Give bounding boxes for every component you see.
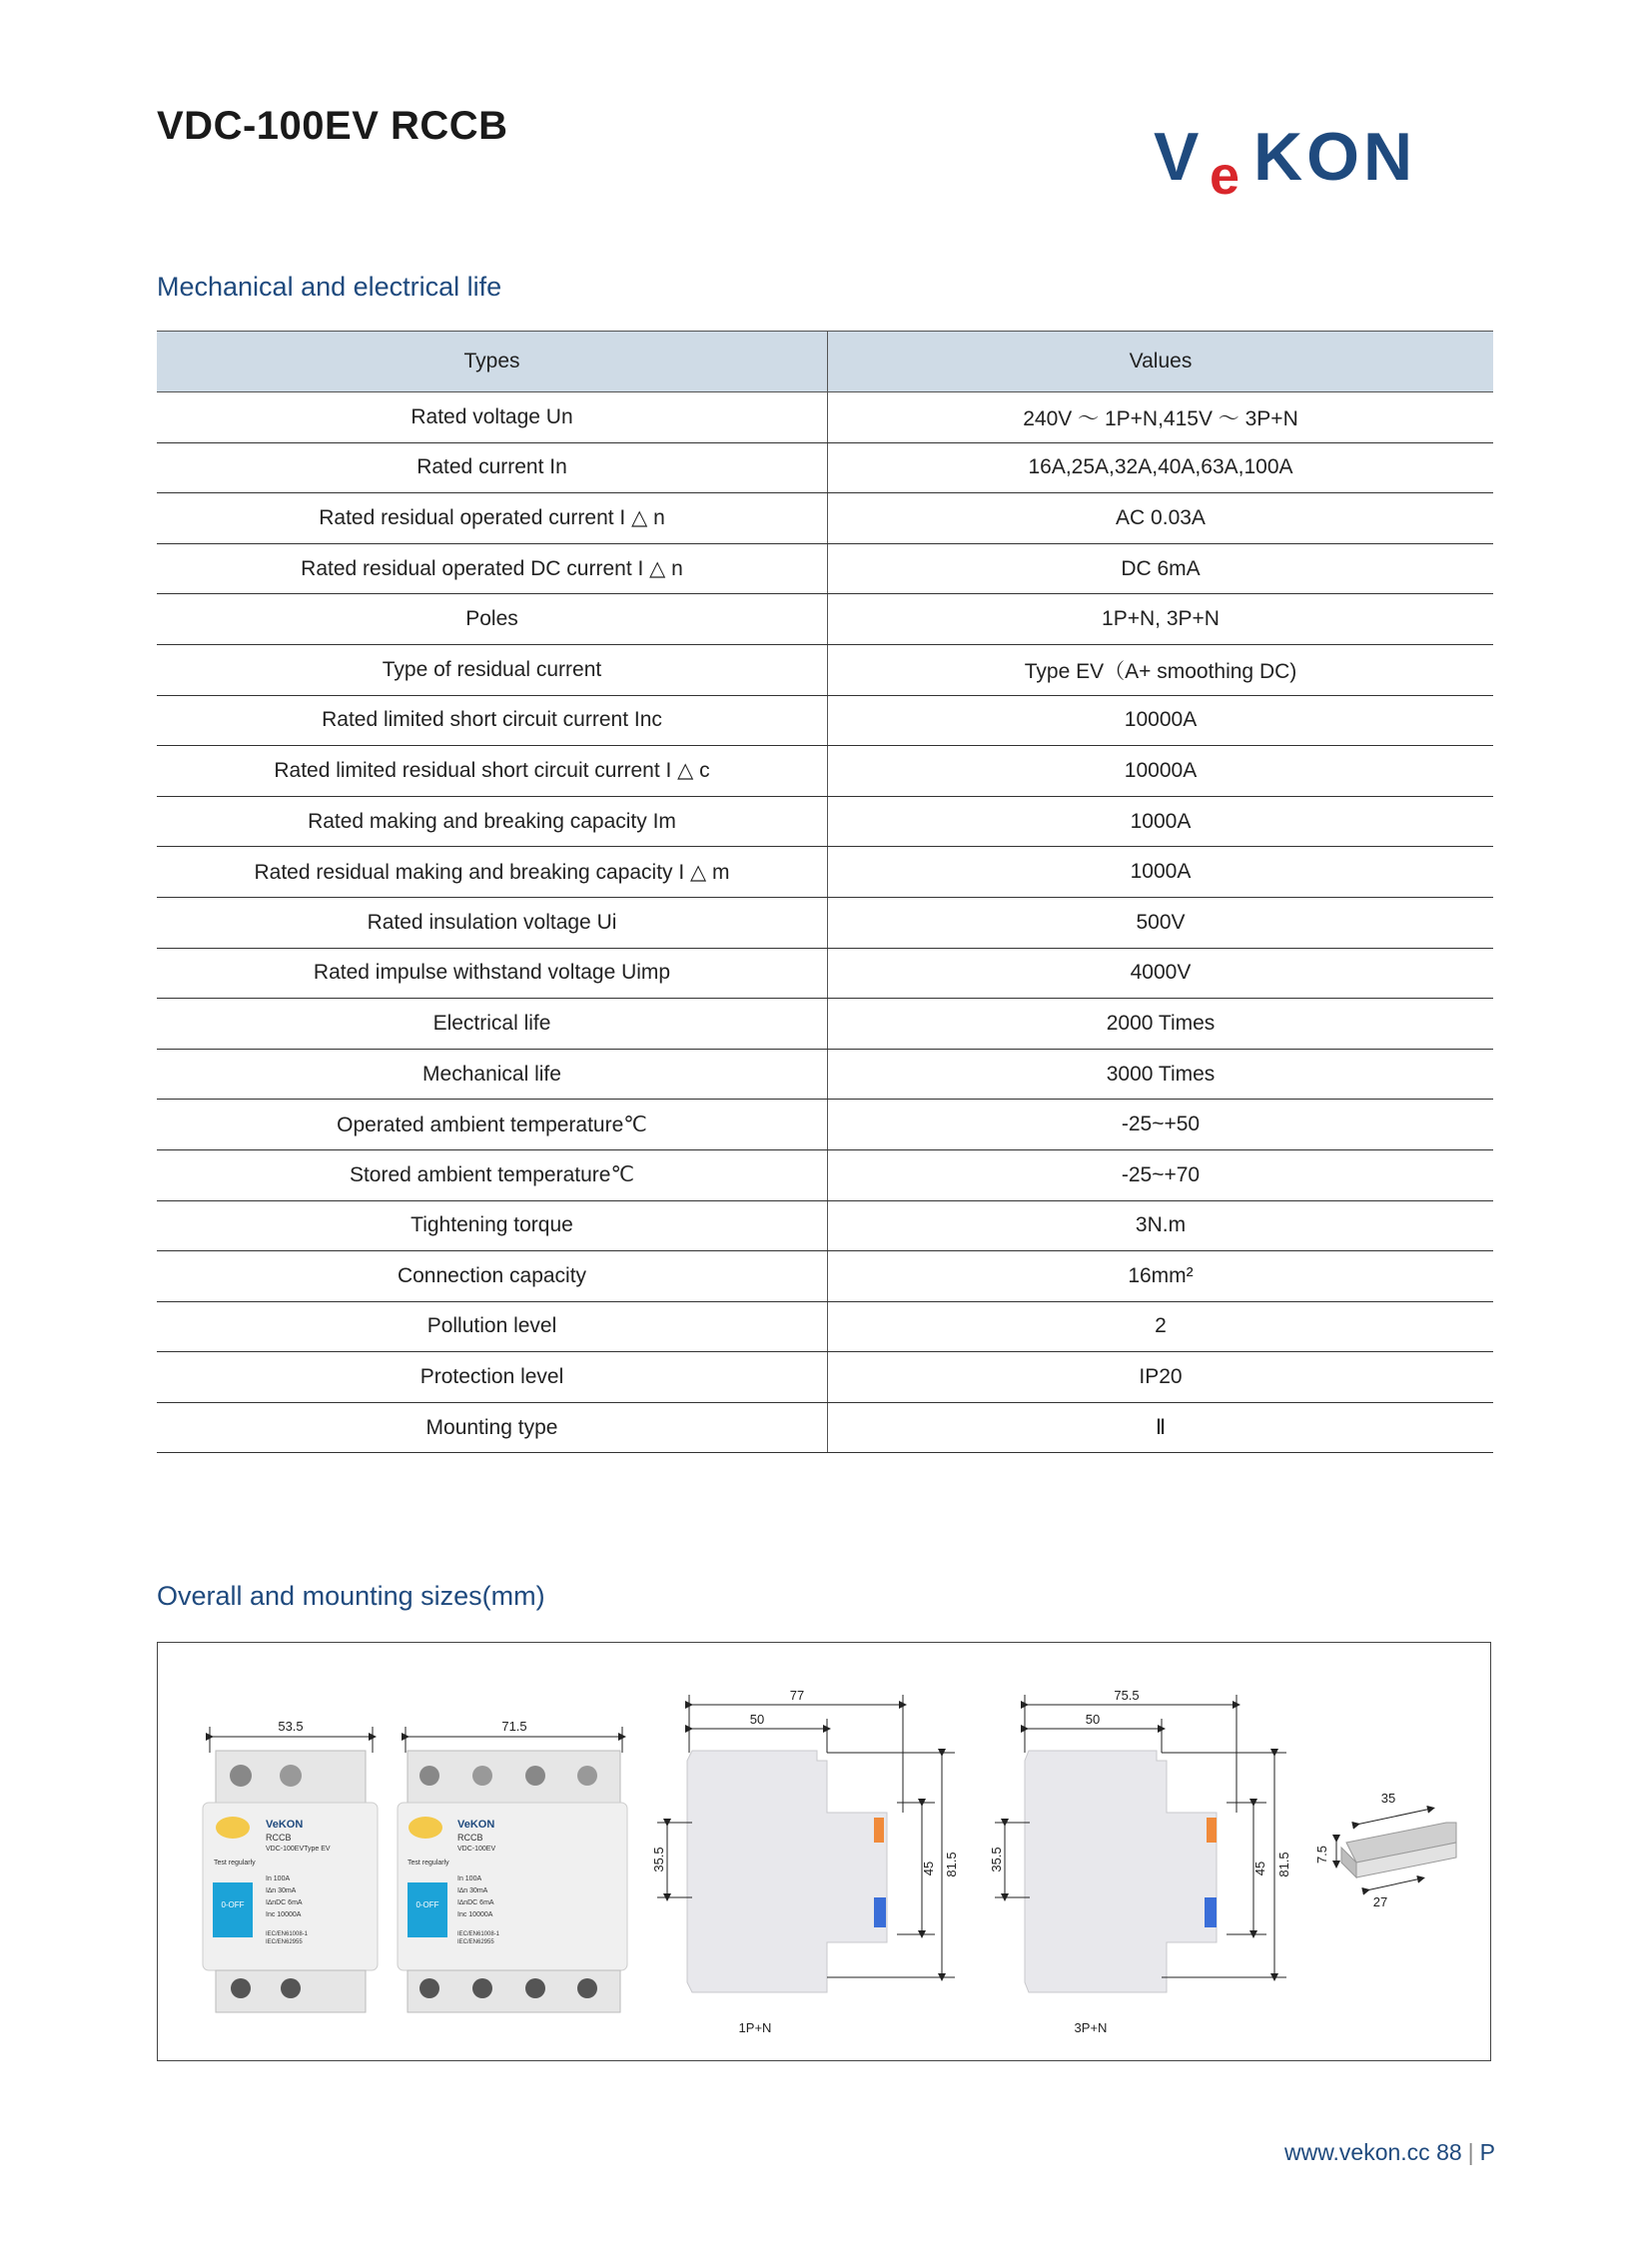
section-heading-life: Mechanical and electrical life <box>157 272 502 302</box>
footer <box>1284 2139 1495 2166</box>
front-view-4p <box>398 1719 627 2012</box>
table-row <box>157 796 1493 847</box>
dim-side-3pn-35: 35.5 <box>989 1847 1004 1872</box>
switch-label-2p: 0-OFF <box>221 1900 245 1909</box>
footer-website: www.vekon.cc <box>1283 2139 1430 2165</box>
din-rail <box>1314 1791 1456 1909</box>
table-row <box>157 897 1493 948</box>
table-row <box>157 1149 1493 1200</box>
spec-value-cell: -25~+70 <box>828 1149 1494 1200</box>
table-row <box>157 1100 1493 1150</box>
device-model-2p: VDC-100EVType EV <box>266 1846 331 1853</box>
std-4p-1: IEC/EN62955 <box>457 1939 494 1945</box>
dim-side-1pn-81: 81.5 <box>944 1852 959 1877</box>
spec-value-cell: 10000A <box>828 746 1494 797</box>
table-row <box>157 1049 1493 1100</box>
spec-type-cell: Rated current In <box>157 442 828 493</box>
vekon-logo <box>1154 120 1493 200</box>
footer-separator: | <box>1467 2139 1474 2165</box>
std-2p-1: IEC/EN62955 <box>266 1939 303 1945</box>
spec-value-cell: 3N.m <box>828 1200 1494 1251</box>
spec-value-cell: 16A,25A,32A,40A,63A,100A <box>828 442 1494 493</box>
spec-type-cell: Rated residual operated current I △ n <box>157 493 828 544</box>
device-brand-4p: VeKON <box>457 1819 495 1831</box>
spec-value-cell: 500V <box>828 897 1494 948</box>
spec-4p-0: In 100A <box>457 1875 482 1882</box>
spec-value-cell: 1000A <box>828 796 1494 847</box>
device-brand-2p: VeKON <box>266 1819 304 1831</box>
spec-type-cell: Electrical life <box>157 999 828 1050</box>
spec-type-cell: Rated insulation voltage Ui <box>157 897 828 948</box>
spec-value-cell: Type EV（A+ smoothing DC) <box>828 644 1494 695</box>
spec-type-cell: Rated residual operated DC current I △ n <box>157 543 828 594</box>
spec-value-cell: 16mm² <box>828 1251 1494 1302</box>
spec-value-cell: 3000 Times <box>828 1049 1494 1100</box>
spec-2p-3: Inc 10000A <box>266 1911 302 1918</box>
table-row <box>157 493 1493 544</box>
footer-page-suffix: P <box>1479 2139 1495 2165</box>
spec-4p-1: I∆n 30mA <box>457 1887 488 1894</box>
side-view-3pn <box>989 1688 1291 2035</box>
dim-rail-width: 35 <box>1380 1791 1396 1806</box>
dim-side-3pn-81: 81.5 <box>1276 1852 1291 1877</box>
dim-side-3pn-45: 45 <box>1252 1861 1267 1876</box>
dim-front-4p: 71.5 <box>501 1719 527 1734</box>
header-values: Values <box>828 332 1494 392</box>
switch-label-4p: 0-OFF <box>415 1900 439 1909</box>
table-row <box>157 948 1493 999</box>
dim-side-3pn-total: 75.5 <box>1114 1688 1140 1703</box>
spec-value-cell: 240V ～ 1P+N,415V ～ 3P+N <box>828 392 1494 443</box>
std-2p-0: IEC/EN61008-1 <box>266 1931 309 1937</box>
page-title: VDC-100EV RCCB <box>157 104 508 148</box>
table-row <box>157 644 1493 695</box>
table-row <box>157 543 1493 594</box>
dim-front-2p: 53.5 <box>278 1719 304 1734</box>
device-type-2p: RCCB <box>266 1833 292 1843</box>
spec-value-cell: 2 <box>828 1301 1494 1352</box>
svg-text:V: V <box>1154 120 1200 195</box>
label-3pn: 3P+N <box>1074 2020 1108 2035</box>
spec-type-cell: Pollution level <box>157 1301 828 1352</box>
table-row <box>157 392 1493 443</box>
footer-page-number: 88 <box>1436 2139 1462 2165</box>
dim-rail-height: 7.5 <box>1314 1845 1329 1865</box>
svg-text:e: e <box>1210 146 1240 200</box>
spec-value-cell: 4000V <box>828 948 1494 999</box>
table-row <box>157 442 1493 493</box>
side-view-1pn <box>651 1688 959 2035</box>
spec-value-cell: DC 6mA <box>828 543 1494 594</box>
spec-type-cell: Rated making and breaking capacity Im <box>157 796 828 847</box>
spec-type-cell: Operated ambient temperature℃ <box>157 1100 828 1150</box>
spec-type-cell: Protection level <box>157 1352 828 1403</box>
dim-side-1pn-total: 77 <box>789 1688 805 1703</box>
header-types: Types <box>157 332 828 392</box>
dim-side-1pn-45: 45 <box>921 1861 936 1876</box>
table-row <box>157 594 1493 645</box>
spec-4p-2: I∆nDC 6mA <box>457 1899 494 1906</box>
section-heading-sizes: Overall and mounting sizes(mm) <box>157 1581 545 1611</box>
dim-rail-inner: 27 <box>1372 1894 1388 1909</box>
label-1pn: 1P+N <box>738 2020 772 2035</box>
table-row <box>157 1251 1493 1302</box>
spec-2p-0: In 100A <box>266 1875 291 1882</box>
spec-value-cell: AC 0.03A <box>828 493 1494 544</box>
dim-side-1pn-inner: 50 <box>749 1712 765 1727</box>
spec-type-cell: Mechanical life <box>157 1049 828 1100</box>
spec-2p-1: I∆n 30mA <box>266 1887 297 1894</box>
spec-4p-3: Inc 10000A <box>457 1911 493 1918</box>
front-view-2p <box>203 1719 378 2012</box>
table-header-row <box>157 332 1493 392</box>
device-type-4p: RCCB <box>457 1833 483 1843</box>
table-row <box>157 847 1493 898</box>
spec-type-cell: Rated residual making and breaking capacity I △ m <box>157 847 828 898</box>
test-label-4p: Test regularly <box>408 1860 449 1867</box>
spec-type-cell: Type of residual current <box>157 644 828 695</box>
test-label-2p: Test regularly <box>214 1860 256 1867</box>
spec-type-cell: Stored ambient temperature℃ <box>157 1149 828 1200</box>
table-row <box>157 1402 1493 1453</box>
device-model-4p: VDC-100EV <box>457 1846 496 1853</box>
spec-value-cell: 2000 Times <box>828 999 1494 1050</box>
spec-type-cell: Mounting type <box>157 1402 828 1453</box>
spec-value-cell: Ⅱ <box>828 1402 1494 1453</box>
dim-side-3pn-inner: 50 <box>1085 1712 1101 1727</box>
table-row <box>157 746 1493 797</box>
spec-type-cell: Poles <box>157 594 828 645</box>
table-row <box>157 1352 1493 1403</box>
spec-value-cell: IP20 <box>828 1352 1494 1403</box>
spec-type-cell: Rated limited short circuit current Inc <box>157 695 828 746</box>
dim-side-1pn-35: 35.5 <box>651 1847 666 1872</box>
table-row <box>157 1301 1493 1352</box>
table-row <box>157 1200 1493 1251</box>
table-row <box>157 999 1493 1050</box>
spec-type-cell: Tightening torque <box>157 1200 828 1251</box>
spec-value-cell: -25~+50 <box>828 1100 1494 1150</box>
table-row <box>157 695 1493 746</box>
spec-type-cell: Connection capacity <box>157 1251 828 1302</box>
spec-value-cell: 10000A <box>828 695 1494 746</box>
spec-2p-2: I∆nDC 6mA <box>266 1899 303 1906</box>
dimension-drawings <box>157 1642 1491 2061</box>
specs-table <box>157 331 1493 1453</box>
spec-type-cell: Rated limited residual short circuit current I △ c <box>157 746 828 797</box>
spec-type-cell: Rated voltage Un <box>157 392 828 443</box>
spec-value-cell: 1P+N, 3P+N <box>828 594 1494 645</box>
svg-text:KON: KON <box>1253 120 1417 195</box>
std-4p-0: IEC/EN61008-1 <box>457 1931 500 1937</box>
spec-value-cell: 1000A <box>828 847 1494 898</box>
spec-type-cell: Rated impulse withstand voltage Uimp <box>157 948 828 999</box>
drawings-svg <box>158 1643 1492 2062</box>
